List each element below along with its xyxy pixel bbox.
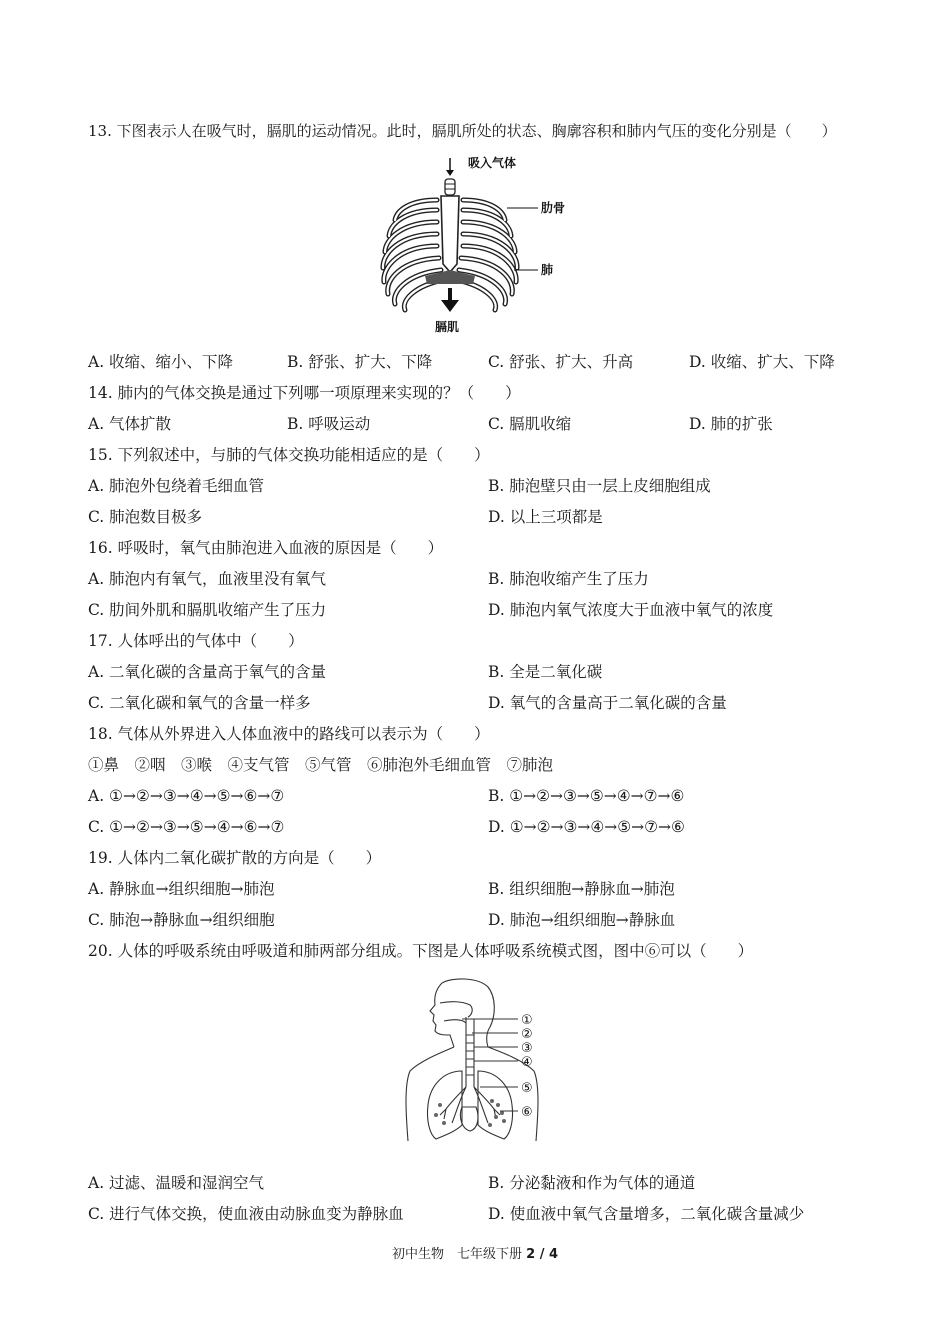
figure-label-1: ① <box>521 1013 533 1028</box>
q18-stem: 18. 气体从外界进入人体血液中的路线可以表示为（ ） <box>88 725 490 743</box>
q17-option-a: A. 二氧化碳的含量高于氧气的含量 <box>88 663 327 681</box>
q17-stem: 17. 人体呼出的气体中（ ） <box>88 632 304 650</box>
q14-option-c: C. 膈肌收缩 <box>488 415 572 433</box>
q19-option-a: A. 静脉血→组织细胞→肺泡 <box>88 880 275 898</box>
q17-option-b: B. 全是二氧化碳 <box>488 663 603 681</box>
figure-label-3: ③ <box>521 1041 533 1056</box>
figure-label-4: ④ <box>521 1055 533 1070</box>
q19-stem: 19. 人体内二氧化碳扩散的方向是（ ） <box>88 849 382 867</box>
q20-option-a: A. 过滤、温暖和湿润空气 <box>88 1174 265 1192</box>
q14-option-d: D. 肺的扩张 <box>689 415 773 433</box>
respiratory-system-figure <box>400 975 550 1145</box>
q15-stem: 15. 下列叙述中，与肺的气体交换功能相适应的是（ ） <box>88 446 490 464</box>
q13-option-a: A. 收缩、缩小、下降 <box>88 353 234 371</box>
q16-option-c: C. 肋间外肌和膈肌收缩产生了压力 <box>88 601 327 619</box>
q16-option-b: B. 肺泡收缩产生了压力 <box>488 570 649 588</box>
figure-label-lung: 肺 <box>541 263 554 277</box>
figure-label-5: ⑤ <box>521 1081 533 1096</box>
q18-option-a: A. ①→②→③→④→⑤→⑥→⑦ <box>88 787 285 805</box>
q18-option-c: C. ①→②→③→⑤→④→⑥→⑦ <box>88 818 285 836</box>
q17-option-c: C. 二氧化碳和氧气的含量一样多 <box>88 694 311 712</box>
q14-option-b: B. 呼吸运动 <box>287 415 371 433</box>
q13-option-b: B. 舒张、扩大、下降 <box>287 353 433 371</box>
q19-option-d: D. 肺泡→组织细胞→静脉血 <box>488 911 676 929</box>
figure-label-rib: 肋骨 <box>541 201 566 215</box>
q18-option-b: B. ①→②→③→⑤→④→⑦→⑥ <box>488 787 685 805</box>
ribcage-figure <box>375 148 575 340</box>
q13-option-d: D. 收缩、扩大、下降 <box>689 353 835 371</box>
figure-label-inhale: 吸入气体 <box>468 156 517 170</box>
q13-stem: 13. 下图表示人在吸气时，膈肌的运动情况。此时，膈肌所处的状态、胸廓容积和肺内气压的变化分别是（ ） <box>88 122 837 140</box>
q16-option-d: D. 肺泡内氧气浓度大于血液中氧气的浓度 <box>488 601 774 619</box>
q16-option-a: A. 肺泡内有氧气，血液里没有氧气 <box>88 570 327 588</box>
q18-option-d: D. ①→②→③→④→⑤→⑦→⑥ <box>488 818 685 836</box>
figure-label-2: ② <box>521 1027 533 1042</box>
q20-stem: 20. 人体的呼吸系统由呼吸道和肺两部分组成。下图是人体呼吸系统模式图，图中⑥可以（ ） <box>88 942 754 960</box>
q20-option-b: B. 分泌黏液和作为气体的通道 <box>488 1174 696 1192</box>
q20-option-d: D. 使血液中氧气含量增多，二氧化碳含量减少 <box>488 1205 805 1223</box>
figure-label-6: ⑥ <box>521 1105 533 1120</box>
page-number: 2 / 4 <box>526 1247 559 1262</box>
q15-option-a: A. 肺泡外包绕着毛细血管 <box>88 477 265 495</box>
q14-stem: 14. 肺内的气体交换是通过下列哪一项原理来实现的？（ ） <box>88 384 521 402</box>
q19-option-c: C. 肺泡→静脉血→组织细胞 <box>88 911 275 929</box>
q17-option-d: D. 氧气的含量高于二氧化碳的含量 <box>488 694 727 712</box>
q15-option-d: D. 以上三项都是 <box>488 508 603 526</box>
q15-option-b: B. 肺泡壁只由一层上皮细胞组成 <box>488 477 711 495</box>
q13-option-c: C. 舒张、扩大、升高 <box>488 353 634 371</box>
q14-option-a: A. 气体扩散 <box>88 415 172 433</box>
footer-text: 初中生物 七年级下册 <box>391 1247 522 1262</box>
q19-option-b: B. 组织细胞→静脉血→肺泡 <box>488 880 675 898</box>
q18-items: ①鼻 ②咽 ③喉 ④支气管 ⑤气管 ⑥肺泡外毛细血管 ⑦肺泡 <box>88 756 554 774</box>
q16-stem: 16. 呼吸时，氧气由肺泡进入血液的原因是（ ） <box>88 539 444 557</box>
page-footer <box>0 1246 950 1264</box>
figure-label-diaphragm: 膈肌 <box>435 320 460 334</box>
q15-option-c: C. 肺泡数目极多 <box>88 508 203 526</box>
q20-option-c: C. 进行气体交换，使血液由动脉血变为静脉血 <box>88 1205 404 1223</box>
